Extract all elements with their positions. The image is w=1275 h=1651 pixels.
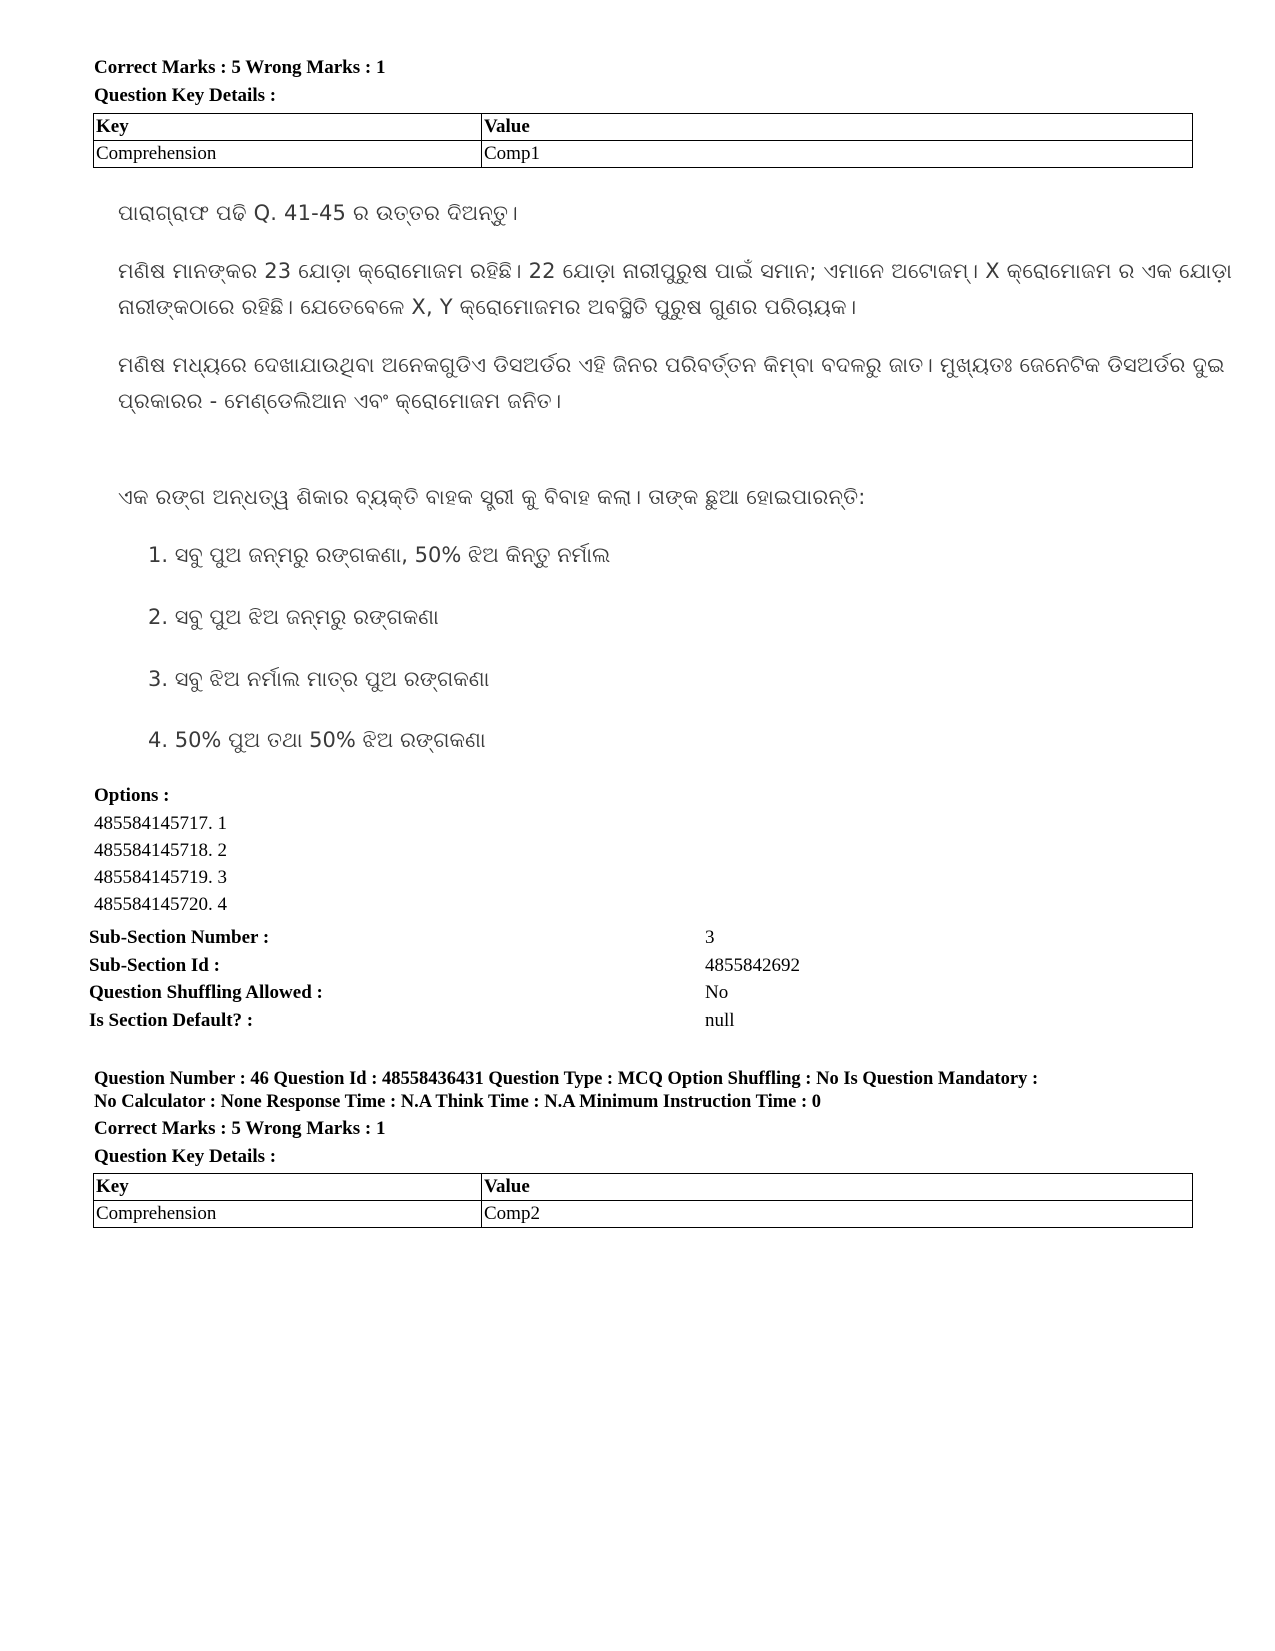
passage-para1-line2: ନାରୀଙ୍କଠାରେ ରହିଛି। ଯେତେବେଳେ X, Y କ୍ରୋମୋଜମର ଅବସ୍ଥିତି ପୁରୁଷ ଗୁଣର ପରିଚାୟକ। [118,295,857,319]
table-row [94,141,1193,168]
passage-image [110,200,1233,810]
subsection-id-row [89,952,1189,980]
passage-item: 1. ସବୁ ପୁଅ ଜନ୍ମରୁ ରଙ୍ଗକଣା, 50% ଝିଅ କିନ୍ତୁ ନର୍ମାଲ [148,543,611,567]
subsection-number-row [89,924,1189,952]
passage-item: 2. ସବୁ ପୁଅ ଝିଅ ଜନ୍ମରୁ ରଙ୍ଗକଣା [148,605,439,629]
key-details-table [93,113,1193,168]
table-row [94,1201,1193,1228]
key-details-label: Question Key Details : [94,1146,277,1167]
section-default-row [89,1007,1189,1035]
option-item: 485584145719. 3 [94,867,227,888]
passage-para2-line2: ପ୍ରକାରର - ମେଣ୍ଡେଲିଆନ ଏବଂ କ୍ରୋମୋଜମ ଜନିତ। [118,389,562,413]
table-header-row [94,1174,1193,1201]
table-cell-key: Comprehension [94,141,482,168]
question-header-line2: No Calculator : None Response Time : N.A Think Time : N.A Minimum Instruction Time : 0 [94,1092,822,1112]
passage-item: 4. 50% ପୁଅ ତଥା 50% ଝିଅ ରଙ୍ଗକଣା [148,728,486,752]
key-details-table [93,1173,1193,1228]
passage-instruction: ପାରାଗ୍ରାଫ ପଢି Q. 41-45 ର ଉତ୍ତର ଦିଅନ୍ତୁ। [118,201,518,225]
table-header-row [94,114,1193,141]
section-default-label: Is Section Default? : [89,1010,254,1031]
question-shuffling-label: Question Shuffling Allowed : [89,982,323,1003]
table-header-key: Key [94,1174,482,1201]
table-cell-key: Comprehension [94,1201,482,1228]
marks-line: Correct Marks : 5 Wrong Marks : 1 [94,1118,386,1139]
subsection-number-label: Sub-Section Number : [89,927,270,948]
table-header-value: Value [482,1174,1193,1201]
passage-para1-line1: ମଣିଷ ମାନଙ୍କର 23 ଯୋଡ଼ା କ୍ରୋମୋଜମ ରହିଛି। 22 ଯୋଡ଼ା ନାରୀପୁରୁଷ ପାଇଁ ସମାନ; ଏମାନେ ଅଟୋଜମ୍। X କ୍ରୋମୋଜମ ର ଏକ ଯୋଡ଼ା [118,259,1233,283]
option-item: 485584145717. 1 [94,813,227,834]
subsection-id-value: 4855842692 [705,955,800,976]
table-cell-value: Comp1 [482,141,1193,168]
subsection-number-value: 3 [705,927,715,948]
question-shuffling-value: No [705,982,729,1003]
table-header-value: Value [482,114,1193,141]
passage-para2-line1: ମଣିଷ ମଧ୍ୟରେ ଦେଖାଯାଉଥିବା ଅନେକଗୁଡିଏ ଡିସଅର୍ଡର ଏହି ଜିନର ପରିବର୍ତ୍ତନ କିମ୍ବା ବଦଳରୁ ଜାତ। ମୁଖ୍ୟତଃ ଜେନେଟିକ ଡିସଅର୍ଡର ଦୁଇ [118,353,1225,377]
options-label: Options : [94,785,170,806]
section-default-value: null [705,1010,735,1031]
passage-item: 3. ସବୁ ଝିଅ ନର୍ମାଲ ମାତ୍ର ପୁଅ ରଙ୍ଗକଣା [148,667,490,691]
option-item: 485584145720. 4 [94,894,227,915]
key-details-label: Question Key Details : [94,85,277,106]
table-cell-value: Comp2 [482,1201,1193,1228]
option-item: 485584145718. 2 [94,840,227,861]
table-header-key: Key [94,114,482,141]
question-shuffling-row [89,979,1189,1007]
question-header-line1: Question Number : 46 Question Id : 48558436431 Question Type : MCQ Option Shuffling : No Is Question Mandatory : [94,1069,1039,1089]
marks-line: Correct Marks : 5 Wrong Marks : 1 [94,57,386,78]
passage-question: ଏକ ରଙ୍ଗ ଅନ୍ଧତ୍ୱ ଶିକାର ବ୍ୟକ୍ତି ବାହକ ସ୍ତ୍ରୀ କୁ ବିବାହ କଲା। ତାଙ୍କ ଛୁଆ ହୋଇପାରନ୍ତି: [118,485,866,509]
subsection-id-label: Sub-Section Id : [89,955,220,976]
